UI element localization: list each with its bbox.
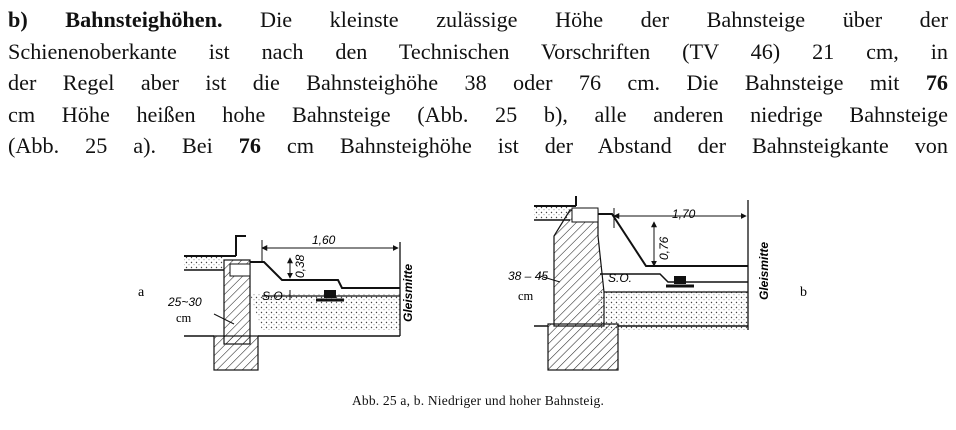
figure-b-width-label: 1,70: [672, 207, 696, 221]
figure-a-wall-label: 25~30: [168, 295, 202, 309]
figure-a-letter: a: [138, 285, 145, 300]
paragraph-line-4: cm Höhe heißen hohe Bahnsteige (Abb. 25 b), alle anderen niedrige Bahnsteige: [8, 101, 948, 127]
figure-a-wall-unit: cm: [176, 311, 192, 325]
figure-b-centerline-label: Gleismitte: [757, 241, 771, 300]
section-heading: b) Bahnsteighöhen.: [8, 7, 223, 32]
figure-caption: Abb. 25 a, b. Niedriger und hoher Bahnsteig.: [351, 393, 605, 408]
figure-b-wall-unit: cm: [518, 289, 534, 303]
paragraph-line-2: Schienenoberkante ist nach den Technischen Vorschriften (TV 46) 21 cm, in: [8, 38, 948, 64]
paragraph-line-5: (Abb. 25 a). Bei 76 cm Bahnsteighöhe ist der Abstand der Bahnsteigkante von: [8, 133, 948, 158]
platform-figure: [0, 196, 956, 386]
figure-b-drawing: [534, 196, 748, 370]
figure-a-drawing: [184, 236, 400, 370]
figure-b-so-label: S.O.: [608, 271, 633, 285]
paragraph-line-1: b) Bahnsteighöhen. Die kleinste zulässige Höhe der Bahnsteige über der: [8, 7, 949, 32]
figure-a-width-label: 1,60: [312, 233, 336, 247]
figure-b-height-label: 0,76: [657, 236, 671, 260]
body-paragraph: [8, 4, 948, 162]
figure-a-height-label: 0,38: [293, 254, 307, 278]
figure-b-letter: b: [800, 285, 807, 300]
figure-a-centerline-label: Gleismitte: [401, 263, 415, 322]
paragraph-line-3: der Regel aber ist die Bahnsteighöhe 38 oder 76 cm. Die Bahnsteige mit 76: [8, 70, 948, 95]
figure-b-wall-label: 38 – 45: [508, 269, 549, 283]
figure-a-so-label: S.O.: [262, 289, 287, 303]
